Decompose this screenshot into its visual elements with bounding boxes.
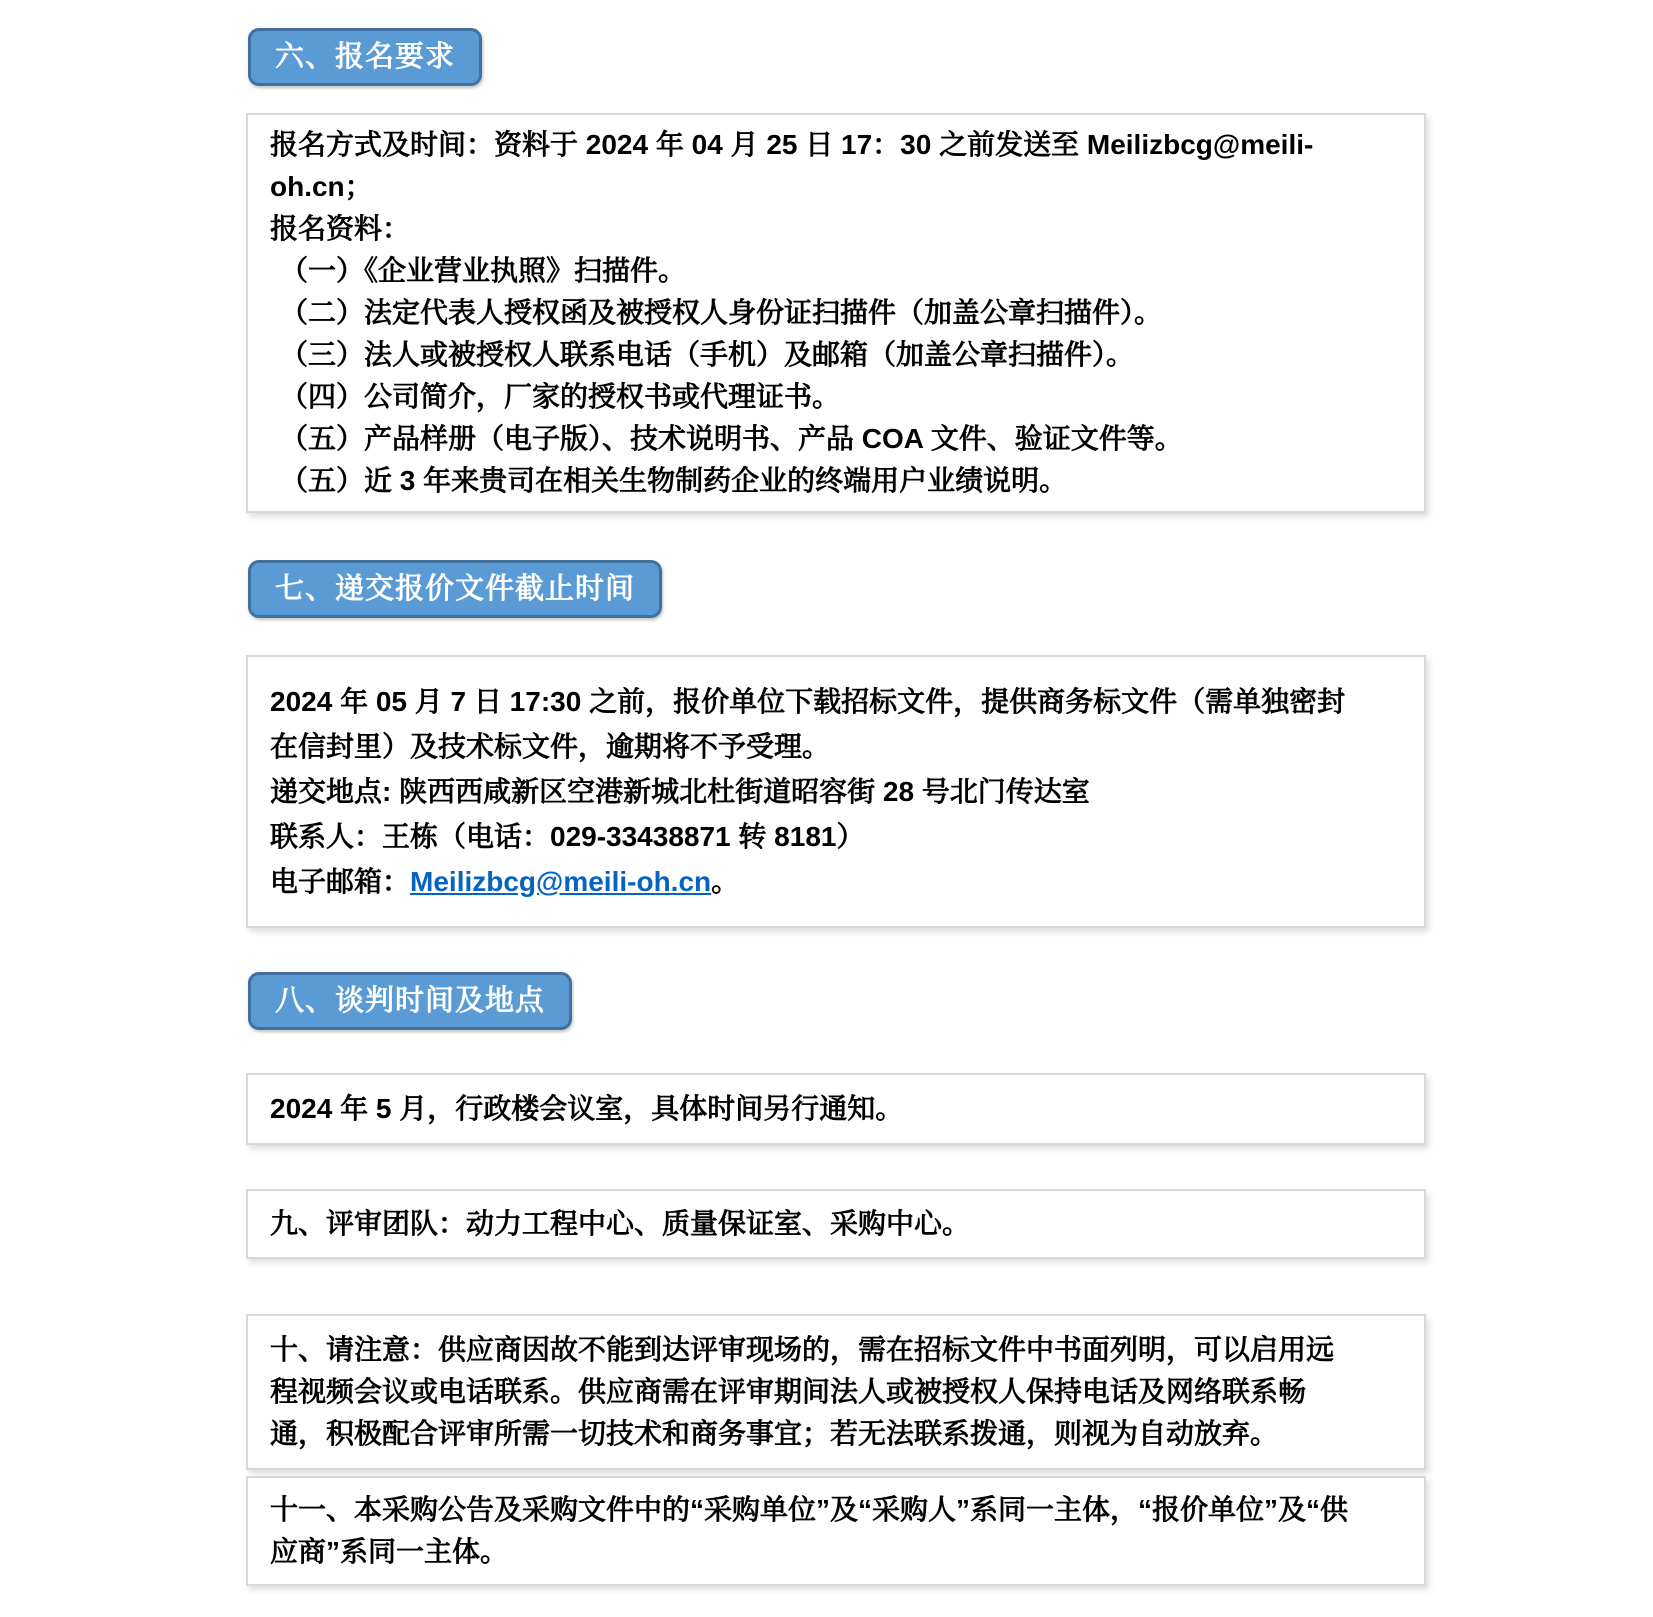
contact-person-line: 联系人：王栋（电话：029-33438871 转 8181）: [270, 821, 865, 852]
deadline-line-2: 在信封里）及技术标文件，逾期将不予受理。: [270, 731, 831, 762]
negotiation-line: 2024 年 5 月，行政楼会议室，具体时间另行通知。: [270, 1093, 904, 1124]
registration-item-1: （一）《企业营业执照》扫描件。: [280, 255, 687, 286]
email-suffix: 。: [711, 866, 740, 897]
entity-statement-box: [246, 1476, 1426, 1586]
entity-line-2: 应商”系同一主体。: [270, 1536, 509, 1567]
registration-item-2: （二）法定代表人授权函及被授权人身份证扫描件（加盖公章扫描件）。: [280, 297, 1163, 328]
email-label: 电子邮箱：: [270, 866, 411, 897]
registration-line-2: oh.cn；: [270, 171, 373, 202]
notice-line-1: 十、请注意：供应商因故不能到达评审现场的，需在招标文件中书面列明，可以启用远: [270, 1334, 1335, 1365]
submission-deadline-box: [246, 655, 1426, 928]
entity-line-1: 十一、本采购公告及采购文件中的“采购单位”及“采购人”系同一主体，“报价单位”及“供: [270, 1494, 1349, 1525]
email-line: [270, 859, 1402, 904]
section-heading-8-label: 八、谈判时间及地点: [275, 985, 546, 1017]
notice-line-3: 通，积极配合评审所需一切技术和商务事宜；若无法联系拨通，则视为自动放弃。: [270, 1418, 1279, 1449]
registration-item-4: （四）公司简介，厂家的授权书或代理证书。: [280, 381, 841, 412]
registration-line-3: 报名资料：: [270, 213, 411, 244]
registration-line-1: 报名方式及时间：资料于 2024 年 04 月 25 日 17：30 之前发送至 Meilizbcg@meili-: [270, 129, 1314, 160]
registration-requirements-box: [246, 113, 1426, 513]
section-heading-7-badge: [248, 560, 662, 618]
email-link[interactable]: Meilizbcg@meili-oh.cn: [410, 866, 712, 897]
registration-item-3: （三）法人或被授权人联系电话（手机）及邮箱（加盖公章扫描件）。: [280, 339, 1135, 370]
deadline-line-1: 2024 年 05 月 7 日 17:30 之前，报价单位下载招标文件，提供商务标文件（需单独密封: [270, 686, 1346, 717]
delivery-address-line: 递交地点: 陕西西咸新区空港新城北杜街道昭容街 28 号北门传达室: [270, 776, 1090, 807]
review-team-line: 九、评审团队：动力工程中心、质量保证室、采购中心。: [270, 1208, 971, 1239]
review-team-box: [246, 1189, 1426, 1259]
section-heading-8-badge: [248, 972, 572, 1030]
notice-line-2: 程视频会议或电话联系。供应商需在评审期间法人或被授权人保持电话及网络联系畅: [270, 1376, 1307, 1407]
registration-item-5: （五）产品样册（电子版）、技术说明书、产品 COA 文件、验证文件等。: [280, 423, 1183, 454]
notice-box: [246, 1314, 1426, 1470]
section-heading-7-label: 七、递交报价文件截止时间: [275, 573, 636, 605]
section-heading-6-label: 六、报名要求: [275, 41, 456, 73]
section-heading-6-badge: [248, 28, 482, 86]
negotiation-time-box: [246, 1073, 1426, 1145]
registration-item-6: （五）近 3 年来贵司在相关生物制药企业的终端用户业绩说明。: [280, 465, 1068, 496]
document-content: [246, 28, 1428, 1586]
